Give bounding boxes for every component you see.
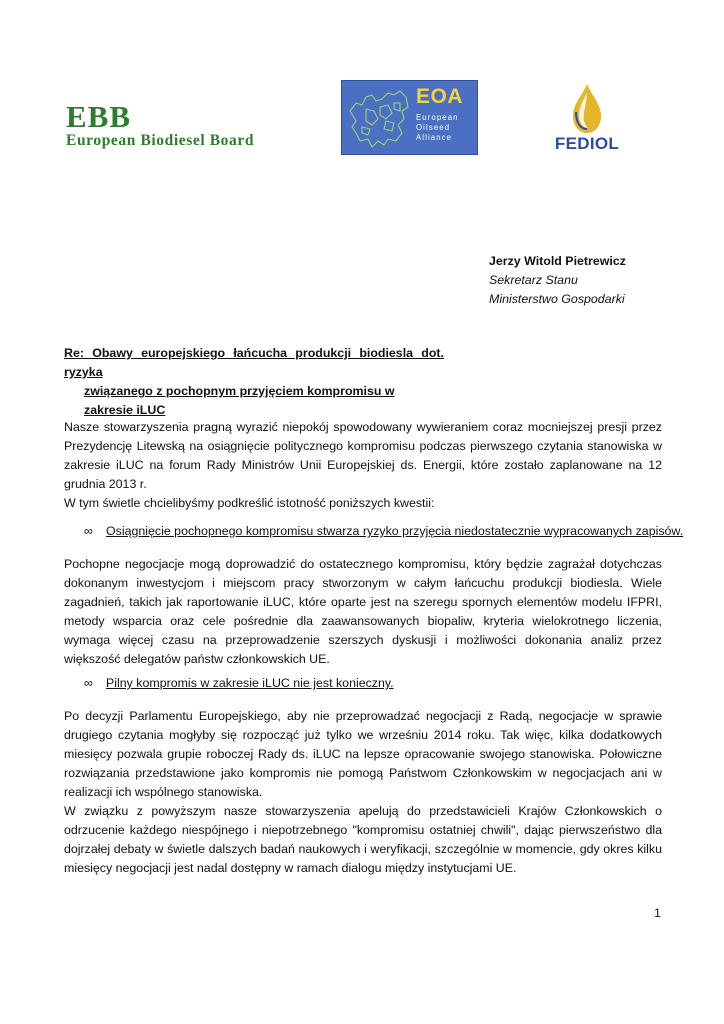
paragraph-2-text: Po decyzji Parlamentu Europejskiego, aby nie przeprowadzać negocjacji z Radą, negocjacje w sprawie drugiego czytania mogłyby się rozpocząć już tylko we wrześniu 2014 roku. Tak więc, kilka dodatkowych miesięcy pozwala grupie roboczej Rady ds. iLUC na lepsze opracowanie swojego stanowiska. Połowiczne rozwiązania przedstawione jako kompromis nie pomogą Państwom Członkowskim w negocjacjach ani w realizacji ich wspólnego stanowiska. bbox=[64, 709, 662, 799]
ebb-logo-full-name: European Biodiesel Board bbox=[66, 132, 255, 149]
subject-line-1: Re: Obawy europejskiego łańcucha produkcji biodiesla dot. ryzyka bbox=[64, 346, 444, 379]
addressee-block bbox=[489, 252, 626, 309]
eoa-logo-abbr: EOA bbox=[416, 85, 464, 108]
paragraph-3-text: W związku z powyższym nasze stowarzyszenia apelują do przedstawicieli Krajów Członkowskich o odrzucenie każdego niespójnego i niepotrzebnego "kompromisu ostatniej chwili", dając pierwszeństwo dla dojrzałej debaty w świetle dalszych badań naukowych i weryfikacji, szczególnie w momencie, gdy okres kilku miesięcy negocjacji jest nadal dostępny w ramach dialogu między instytucjami UE. bbox=[64, 804, 662, 875]
paragraph-3 bbox=[64, 802, 662, 878]
intro-followup-text: W tym świetle chcielibyśmy podkreślić istotność poniższych kwestii: bbox=[64, 496, 435, 510]
fediol-logo bbox=[546, 82, 628, 158]
oil-drop-icon bbox=[546, 82, 628, 138]
paragraph-1 bbox=[64, 555, 662, 669]
infinity-bullet-icon: ∞ bbox=[84, 676, 93, 690]
eoa-logo-words bbox=[416, 113, 476, 143]
eoa-logo bbox=[341, 80, 478, 155]
subject-line bbox=[64, 344, 444, 420]
bullet-2-text: Pilny kompromis w zakresie iLUC nie jest konieczny. bbox=[106, 676, 394, 690]
addressee-name: Jerzy Witold Pietrewicz bbox=[489, 254, 626, 268]
eoa-word-alliance: Alliance bbox=[416, 133, 453, 142]
infinity-bullet-icon: ∞ bbox=[84, 524, 93, 538]
paragraph-2 bbox=[64, 707, 662, 802]
addressee-ministry: Ministerstwo Gospodarki bbox=[489, 292, 625, 306]
ebb-logo bbox=[66, 99, 306, 150]
page-number: 1 bbox=[654, 906, 661, 920]
subject-line-2: związanego z pochopnym przyjęciem kompromisu w zakresie iLUC bbox=[84, 384, 395, 417]
addressee-title: Sekretarz Stanu bbox=[489, 273, 578, 287]
paragraph-1-text: Pochopne negocjacje mogą doprowadzić do ostatecznego kompromisu, który będzie zagrażał dotychczas dokonanym inwestycjom i miejscom pracy stworzonym w całym łańcuchu produkcji biodiesla. Wiele zagadnień, takich jak raportowanie iLUC, które oparte jest na szeregu spornych elementów modelu IFPRI, metody wsparcia oraz cele pośrednie dla zaawansowanych biopaliw, kryteria wielokrotnego liczenia, wymaga więcej czasu na przeprowadzenie szerszych dyskusji i możliwości dokonania analiz przez większość delegatów państw członkowskich UE. bbox=[64, 557, 662, 666]
bullet-point-1 bbox=[84, 522, 684, 541]
bullet-1-text: Osiągnięcie pochopnego kompromisu stwarza ryzyko przyjęcia niedostatecznie wypracowanych zapisów. bbox=[106, 524, 684, 538]
ebb-logo-abbr: EBB bbox=[66, 99, 132, 134]
bullet-point-2 bbox=[84, 674, 684, 693]
fediol-logo-text: FEDIOL bbox=[554, 134, 620, 153]
eoa-word-european: European bbox=[416, 113, 459, 122]
intro-paragraph bbox=[64, 418, 662, 513]
eoa-word-oilseed: Oilseed bbox=[416, 123, 451, 132]
intro-text: Nasze stowarzyszenia pragną wyrazić niepokój spowodowany wywieraniem coraz mocniejszej presji przez Prezydencję Litewską na osiągnięcie politycznego kompromisu podczas pierwszego czytania stanowiska w zakresie iLUC na forum Rady Ministrów Unii Europejskiej ds. Energii, które zostało zaplanowane na 12 grudnia 2013 r. bbox=[64, 420, 662, 491]
